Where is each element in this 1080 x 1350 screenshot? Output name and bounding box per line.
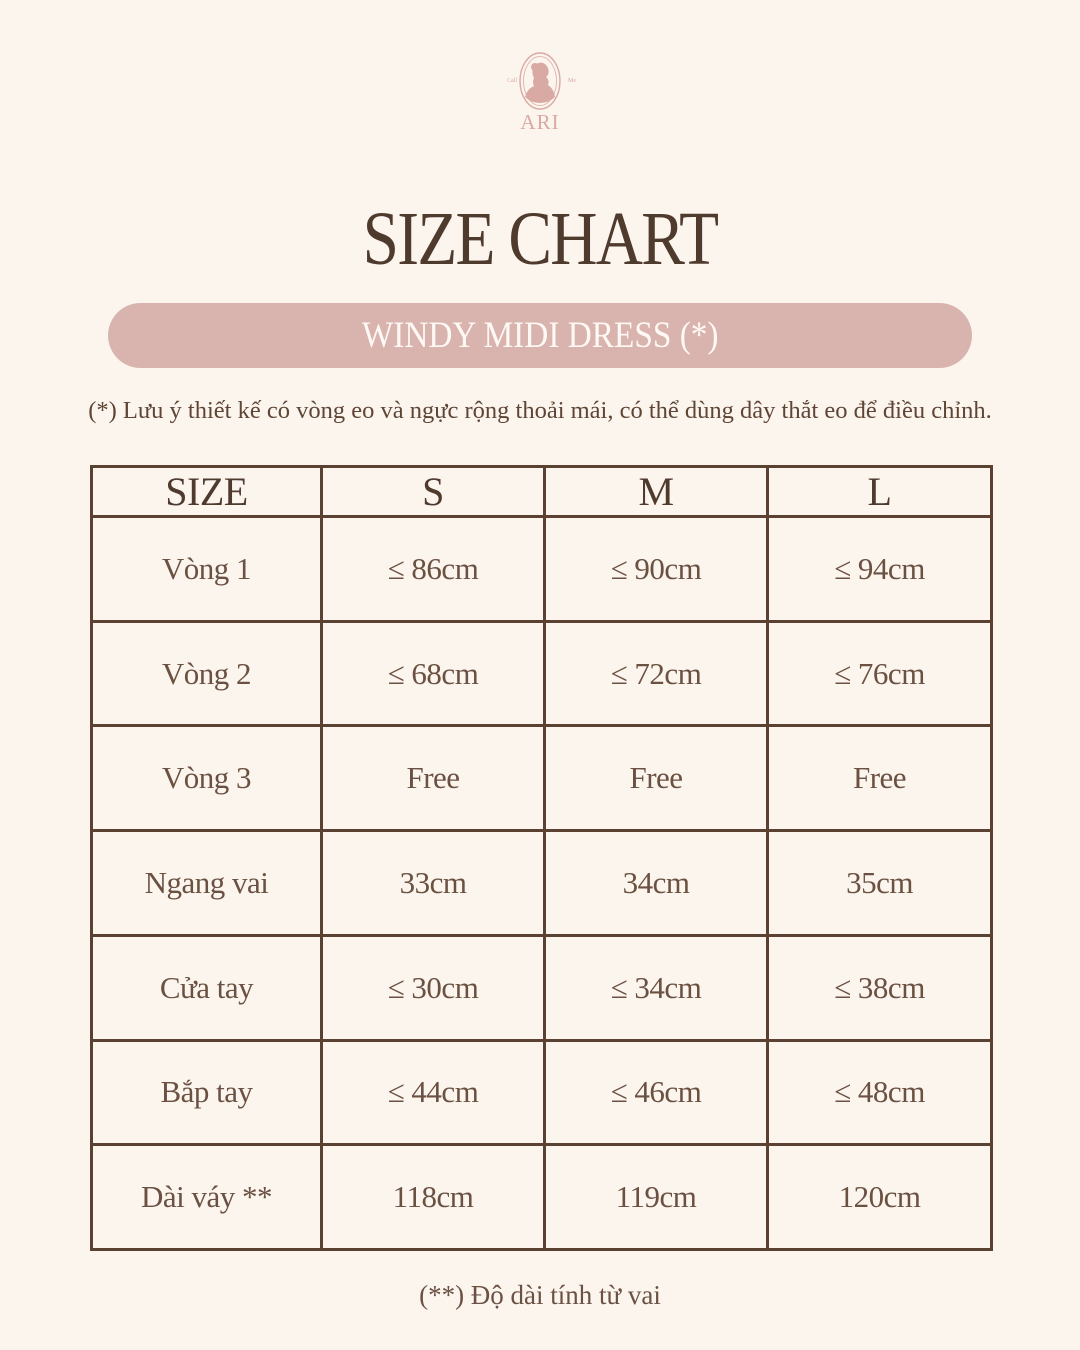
row-label: Dài váy ** [92, 1145, 322, 1250]
brand-name: ARI [520, 110, 560, 134]
table-row [92, 831, 992, 936]
size-table [90, 465, 993, 1251]
table-row [92, 517, 992, 622]
cell-s: ≤ 44cm [322, 1040, 545, 1145]
row-label: Vòng 3 [92, 726, 322, 831]
table-row [92, 1145, 992, 1250]
table-row [92, 935, 992, 1040]
cell-m: ≤ 90cm [545, 517, 768, 622]
cell-l: 120cm [768, 1145, 992, 1250]
page-title: SIZE CHART [362, 197, 718, 281]
product-name: WINDY MIDI DRESS (*) [361, 315, 719, 356]
cell-l: ≤ 94cm [768, 517, 992, 622]
cell-s: ≤ 86cm [322, 517, 545, 622]
length-footnote: (**) Độ dài tính từ vai [419, 1280, 661, 1310]
brand-logo [490, 48, 590, 140]
header-m: M [545, 467, 768, 517]
cell-l: ≤ 48cm [768, 1040, 992, 1145]
brand-small-right: Me [568, 78, 576, 84]
table-row [92, 1040, 992, 1145]
row-label: Vòng 2 [92, 621, 322, 726]
row-label: Cửa tay [92, 935, 322, 1040]
cell-l: 35cm [768, 831, 992, 936]
product-banner [108, 303, 972, 368]
cell-l: ≤ 76cm [768, 621, 992, 726]
cell-m: 119cm [545, 1145, 768, 1250]
brand-small-left: Call [507, 78, 517, 84]
cell-s: ≤ 30cm [322, 935, 545, 1040]
cell-l: ≤ 38cm [768, 935, 992, 1040]
table-row [92, 621, 992, 726]
header-l: L [768, 467, 992, 517]
cell-m: ≤ 34cm [545, 935, 768, 1040]
cell-l: Free [768, 726, 992, 831]
table-row [92, 726, 992, 831]
cell-m: 34cm [545, 831, 768, 936]
cell-s: Free [322, 726, 545, 831]
cell-s: 118cm [322, 1145, 545, 1250]
row-label: Vòng 1 [92, 517, 322, 622]
table-header-row [92, 467, 992, 517]
header-size: SIZE [92, 467, 322, 517]
header-s: S [322, 467, 545, 517]
cell-m: ≤ 46cm [545, 1040, 768, 1145]
cell-m: Free [545, 726, 768, 831]
cell-m: ≤ 72cm [545, 621, 768, 726]
row-label: Bắp tay [92, 1040, 322, 1145]
fit-note: (*) Lưu ý thiết kế có vòng eo và ngực rộng thoải mái, có thể dùng dây thắt eo để điều chỉnh. [88, 397, 992, 424]
cell-s: 33cm [322, 831, 545, 936]
row-label: Ngang vai [92, 831, 322, 936]
cell-s: ≤ 68cm [322, 621, 545, 726]
